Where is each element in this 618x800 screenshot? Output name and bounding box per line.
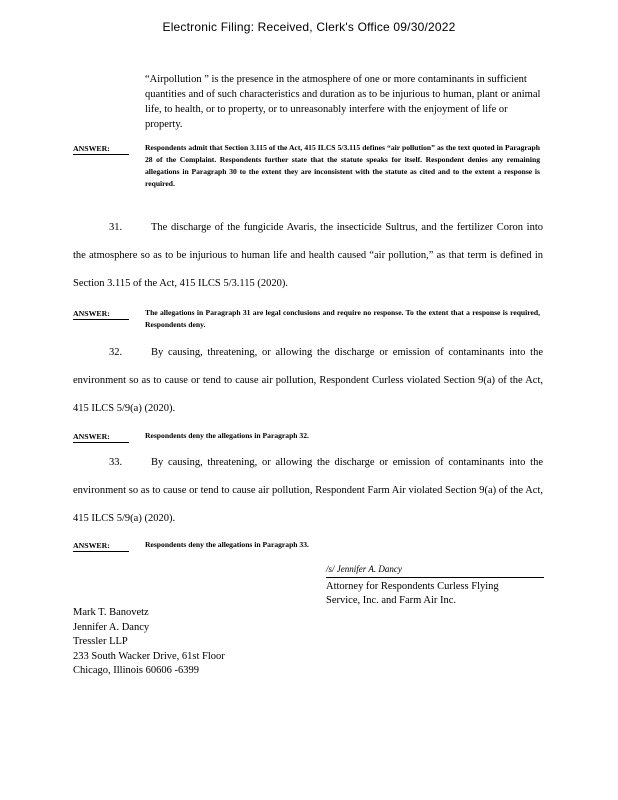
paragraph-number: 33. [109,457,123,468]
address-line: Jennifer A. Dancy [73,621,150,633]
paragraph-number: 32. [109,347,123,358]
answer-label: ANSWER: [73,432,129,443]
address-line: Chicago, Illinois 60606 -6399 [73,665,199,676]
signature-title-line-2: Service, Inc. and Farm Air Inc. [326,595,457,606]
address-line: Mark T. Banovetz [73,607,149,618]
signature-block [326,564,544,608]
paragraph-text: By causing, threatening, or allowing the discharge or emission of contaminants into the environment so as to cause or tend to cause air pollution, Respondent Farm Air violated Section 9(a) of the Act, 415 ILCS 5/9(a) (2020). [73,457,543,524]
signature-title-line-1: Attorney for Respondents Curless Flying [326,581,499,592]
paragraph-32 [73,339,543,423]
paragraph-text: By causing, threatening, or allowing the discharge or emission of contaminants into the environment so as to cause or tend to cause air pollution, Respondent Curless violated Section 9(a) of the Act, 415 ILCS 5/9(a) (2020). [73,347,543,414]
answer-label: ANSWER: [73,144,129,155]
address-line: 233 South Wacker Drive, 61st Floor [73,650,225,662]
paragraph-text: The discharge of the fungicide Avaris, the insecticide Sultrus, and the fertilizer Coron into the atmosphere so as to be injurious to human life and health caused “air pollution,” as that term is defined in Section 3.115 of the Act, 415 ILCS 5/3.115 (2020). [73,222,543,289]
filing-header: Electronic Filing: Received, Clerk's Office 09/30/2022 [162,20,456,34]
answer-paragraph-32: Respondents deny the allegations in Paragraph 32. [145,431,309,440]
statute-quote: “Airpollution ” is the presence in the atmosphere of one or more contaminants in sufficient quantities and of such characteristics and duration as to be injurious to human, plant or animal life, to health, or to property, or to unreasonably interfere with the enjoyment of life or property. [145,74,541,130]
paragraph-33 [73,449,543,533]
signature-line: /s/ Jennifer A. Dancy [326,564,544,578]
paragraph-31 [73,214,543,298]
answer-paragraph-33: Respondents deny the allegations in Paragraph 33. [145,540,309,549]
address-line: Tressler LLP [73,636,128,647]
answer-paragraph-31: The allegations in Paragraph 31 are legal conclusions and require no response. To the extent that a response is required, Respondents deny. [145,308,540,329]
answer-label: ANSWER: [73,309,129,320]
answer-paragraph-30: Respondents admit that Section 3.115 of the Act, 415 ILCS 5/3.115 defines “air pollution” as the text quoted in Paragraph 28 of the Complaint. Respondents further state that the statute speaks for itself. Respondent denies any remaining allegations in Paragraph 30 to the extent they are inconsistent with the statute as cited and to the extent a response is required. [145,143,540,188]
address-block [73,606,225,679]
answer-label: ANSWER: [73,541,129,552]
paragraph-number: 31. [109,222,123,233]
